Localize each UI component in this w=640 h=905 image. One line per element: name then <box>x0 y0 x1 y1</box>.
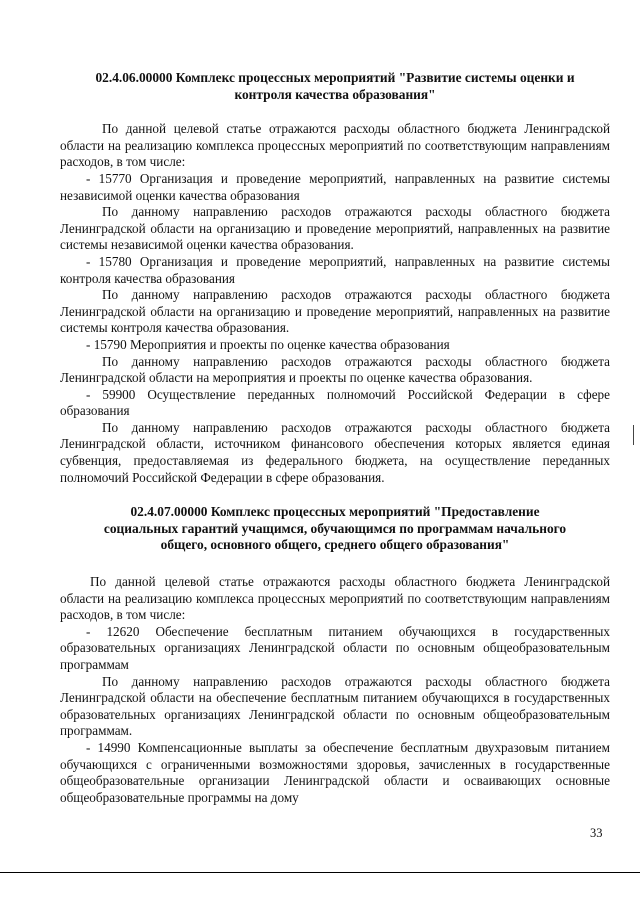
expense-item-59900: - 59900 Осуществление переданных полномочий Российской Федерации в сфере образования <box>60 386 610 419</box>
expense-description: По данному направлению расходов отражаются расходы областного бюджета Ленинградской области на обеспечение бесплатным питанием обучающихся в государственных образовательных организациях Ленинградской области по основным общеобразовательным программам. <box>60 673 610 739</box>
scan-bottom-line <box>0 872 640 873</box>
heading-line: 02.4.07.00000 Комплекс процессных мероприятий "Предоставление <box>130 504 540 520</box>
heading-line: социальных гарантий учащимся, обучающимся по программам начального <box>103 520 567 536</box>
scan-edge-mark <box>633 425 634 445</box>
section-intro: По данной целевой статье отражаются расходы областного бюджета Ленинградской области на реализацию комплекса процессных мероприятий по соответствующим направлениям расходов, в том числе: <box>60 574 610 623</box>
expense-item-12620: - 12620 Обеспечение бесплатным питанием обучающихся в государственных образовательных организациях Ленинградской области по основным общеобразовательным программам <box>60 623 610 672</box>
expense-item-15780: - 15780 Организация и проведение мероприятий, направленных на развитие системы контроля качества образования <box>60 253 610 286</box>
scan-bottom-band <box>0 868 640 905</box>
section-intro: По данной целевой статье отражаются расходы областного бюджета Ленинградской области на реализацию комплекса процессных мероприятий по соответствующим направлениям расходов, в том числе: <box>60 121 610 170</box>
expense-description: По данному направлению расходов отражаются расходы областного бюджета Ленинградской области на мероприятия и проекты по оценке качества образования. <box>60 353 610 386</box>
expense-description: По данному направлению расходов отражаются расходы областного бюджета Ленинградской области на организацию и проведение мероприятий, направленных на развитие системы контроля качества образования. <box>60 287 610 336</box>
heading-line: 02.4.06.00000 Комплекс процессных мероприятий "Развитие системы оценки и <box>95 70 575 85</box>
section-heading-02-4-06 <box>60 70 610 103</box>
expense-description: По данному направлению расходов отражаются расходы областного бюджета Ленинградской области, источником финансового обеспечения которых является единая субвенция, предоставляемая из федерального бюджета, на осуществление переданных полномочий Российской Федерации в сфере образования. <box>60 419 610 485</box>
page-content <box>60 70 610 806</box>
expense-item-15790: - 15790 Мероприятия и проекты по оценке качества образования <box>86 336 450 352</box>
expense-item-14990: - 14990 Компенсационные выплаты за обеспечение бесплатным двухразовым питанием обучающихся с ограниченными возможностями здоровья, зачисленных в государственные общеобразовательные организации Ленинградской области и осваивающих основные общеобразовательные программы на дому <box>60 739 610 805</box>
expense-description: По данному направлению расходов отражаются расходы областного бюджета Ленинградской области на организацию и проведение мероприятий, направленных на развитие системы независимой оценки качества образования. <box>60 204 610 253</box>
expense-item-15770: - 15770 Организация и проведение мероприятий, направленных на развитие системы независимой оценки качества образования <box>60 170 610 203</box>
heading-line: контроля качества образования" <box>234 86 436 102</box>
section-heading-02-4-07 <box>60 504 610 554</box>
heading-line: общего, основного общего, среднего общего образования" <box>160 537 510 553</box>
page-number: 33 <box>590 826 603 840</box>
